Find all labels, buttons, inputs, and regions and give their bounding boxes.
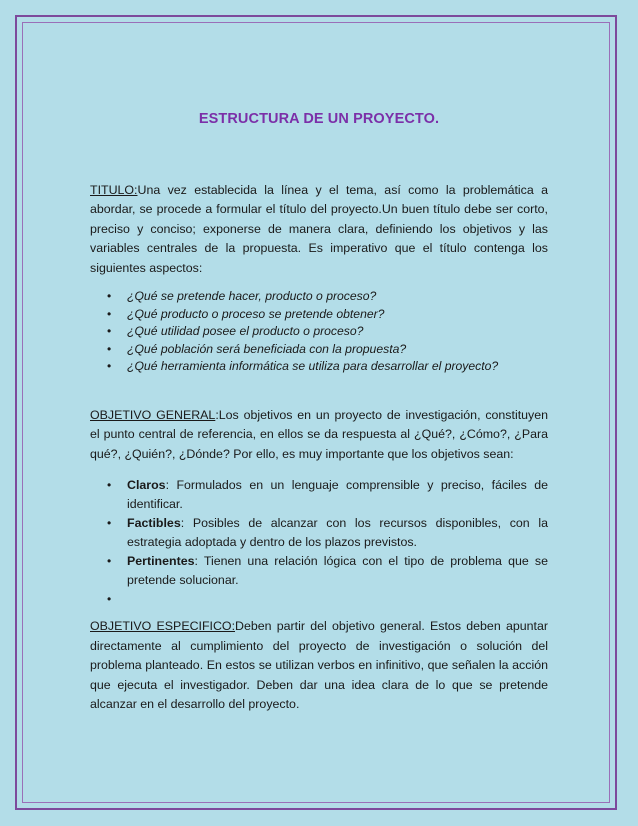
list-item: • ¿Qué herramienta informática se utiliza para desarrollar el proyecto? (90, 358, 548, 376)
bullet-icon: • (107, 341, 112, 356)
list-item: • Claros: Formulados en un lenguaje comprensible y preciso, fáciles de identificar. (107, 478, 548, 511)
bullet-icon: • (107, 359, 112, 373)
bullet-icon: • (107, 324, 112, 338)
bullet-icon: • (107, 516, 112, 530)
objetivo-general-list (90, 476, 548, 609)
list-item: • ¿Qué población será beneficiada con la propuesta? (90, 341, 548, 359)
objetivo-especifico-paragraph (90, 617, 548, 715)
titulo-questions-list (90, 288, 548, 376)
list-item: • ¿Qué utilidad posee el producto o proceso? (90, 323, 548, 341)
titulo-label: TITULO: (90, 182, 138, 197)
objetivo-general-label: OBJETIVO GENERAL (90, 407, 216, 422)
objetivo-general-text: :Los objetivos en un proyecto de investigación, constituyen el punto central de referencia, en ellos se da respuesta al ¿Qué?, ¿Cómo?, ¿Para qué?, ¿Quién?, ¿Dónde? Por ello, es muy importante que los objetivos sean: (90, 407, 549, 461)
list-item: • ¿Qué se pretende hacer, producto o proceso? (90, 288, 548, 306)
bullet-icon: • (107, 478, 112, 492)
list-item-empty (90, 590, 548, 609)
objetivo-especifico-label: OBJETIVO ESPECIFICO: (90, 619, 236, 633)
objetivo-general-paragraph (90, 406, 548, 465)
objetivo-especifico-text: Deben partir del objetivo general. Estos deben apuntar directamente al cumplimiento del proyecto de investigación o solución del problema planteado. En estos se utilizan verbos en infinitivo, que señalen la acción que ejecuta el investigador. Deben dar una idea clara de lo que se pretende alcanzar en el desarrollo del proyecto. (90, 619, 548, 711)
document-title: ESTRUCTURA DE UN PROYECTO. (198, 111, 440, 127)
list-item: • ¿Qué producto o proceso se pretende obtener? (90, 306, 548, 324)
bullet-icon: • (107, 289, 112, 303)
bullet-icon: • (107, 592, 112, 606)
bullet-icon: • (107, 306, 112, 321)
list-item: • Pertinentes: Tienen una relación lógica con el tipo de problema que se pretende solucionar. (107, 554, 548, 587)
list-item: • Factibles: Posibles de alcanzar con los recursos disponibles, con la estrategia adoptada y dentro de los plazos previstos. (107, 516, 548, 549)
document-body (90, 110, 548, 715)
titulo-paragraph (90, 181, 548, 279)
bullet-icon: • (107, 554, 112, 568)
titulo-text: Una vez establecida la línea y el tema, así como la problemática a abordar, se procede a formular el título del proyecto.Un buen título debe ser corto, preciso y conciso; exponerse de manera clara, definiendo los objetivos y las variables centrales de la propuesta. Es imperativo que el título contenga los siguientes aspectos: (90, 182, 548, 275)
